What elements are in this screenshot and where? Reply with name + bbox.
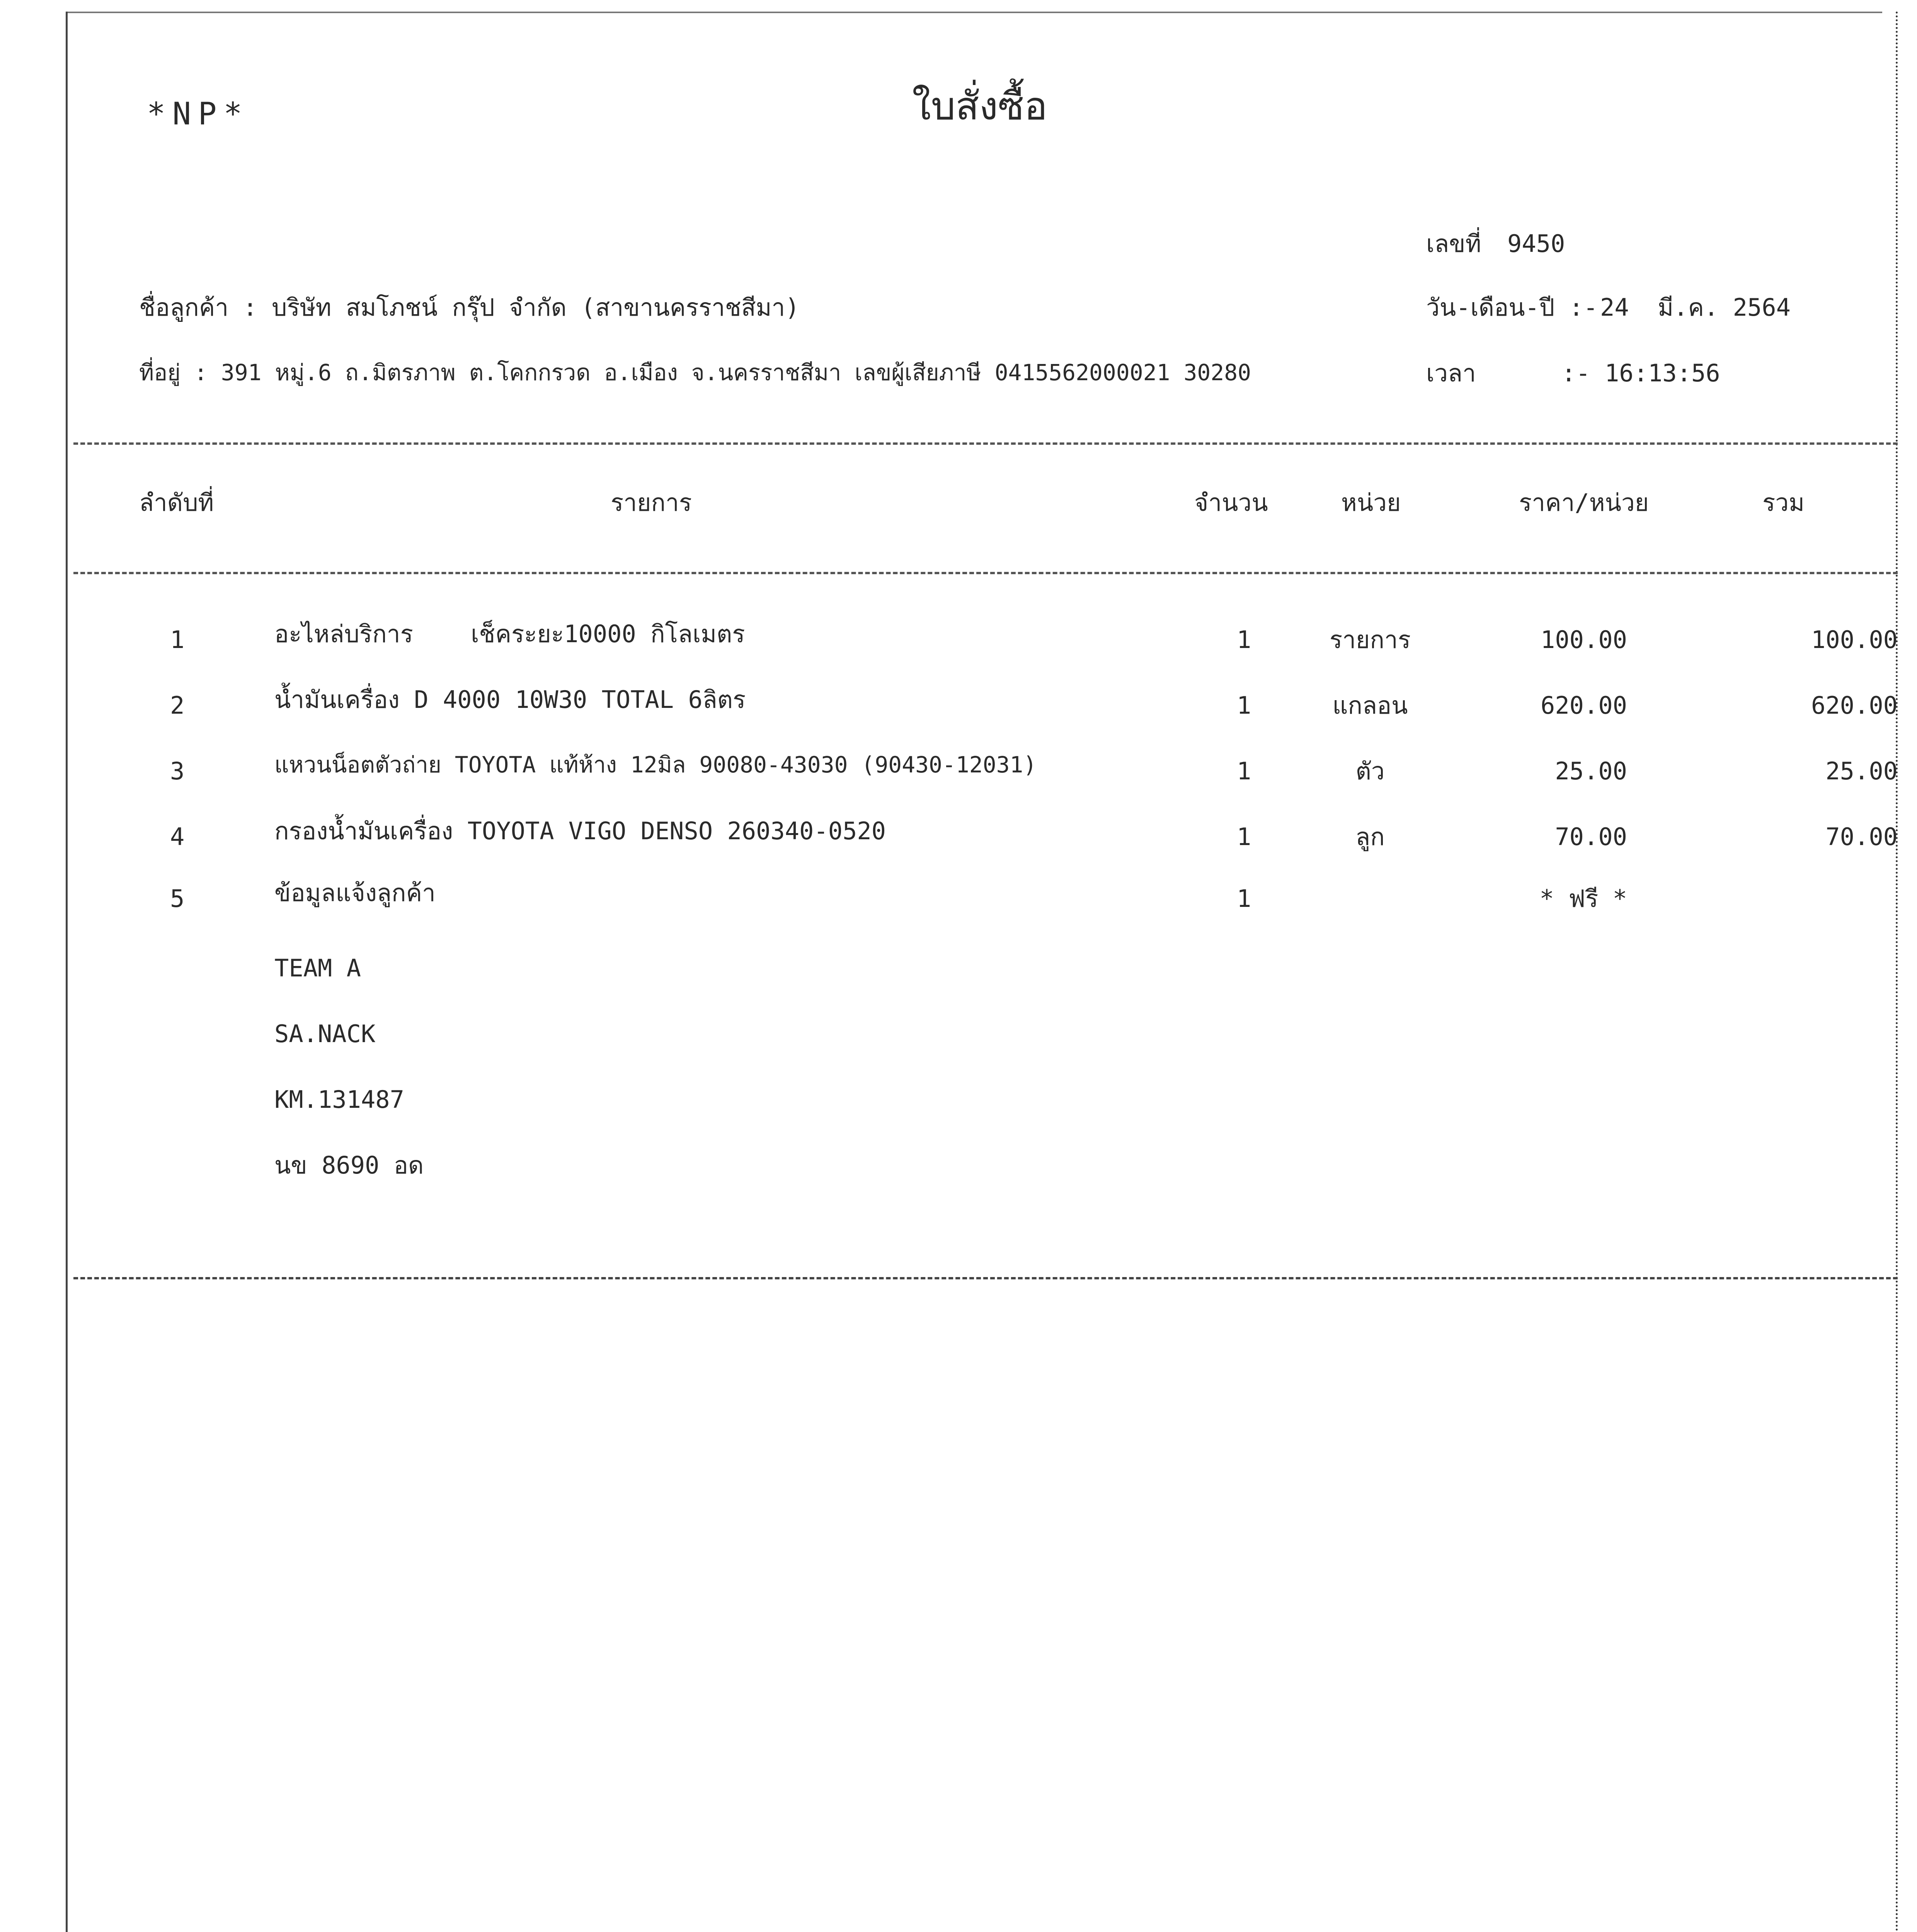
customer-line: ชื่อลูกค้า : บริษัท สมโภชน์ กรุ๊ป จำกัด (สาขานครราชสีมา) <box>139 293 800 321</box>
row-item: น้ำมันเครื่อง D 4000 10W30 TOTAL 6ลิตร <box>274 685 746 714</box>
row-price: 620.00 <box>1541 691 1627 719</box>
doc-no: 9450 <box>1507 230 1565 258</box>
column-header-divider <box>73 572 1898 574</box>
row-no: 4 <box>170 823 185 851</box>
row-item: อะไหล่บริการ เช็คระยะ10000 กิโลเมตร <box>274 620 745 648</box>
row-unit: ลูก <box>1355 823 1385 851</box>
col-header-qty: จำนวน <box>1194 488 1268 517</box>
row-price: 25.00 <box>1555 757 1627 785</box>
col-header-no: ลำดับที่ <box>139 488 214 517</box>
doc-no-label: เลขที่ <box>1426 230 1481 258</box>
col-header-unit: หน่วย <box>1341 488 1401 517</box>
row-unit: แกลอน <box>1332 691 1408 719</box>
date-label: วัน-เดือน-ปี :- <box>1426 293 1598 321</box>
row-no: 2 <box>170 691 185 719</box>
row-qty: 1 <box>1237 626 1251 654</box>
row-total: 620.00 <box>1811 691 1898 719</box>
row-item: แหวนน็อตตัวถ่าย TOYOTA แท้ห้าง 12มิล 90080-43030 (90430-12031) <box>274 752 1037 778</box>
row-price: * ฟรี * <box>1539 884 1627 913</box>
page-title: ใบสั่งซื้อ <box>912 83 1048 129</box>
time-label: เวลา <box>1426 359 1476 387</box>
note-line: นข 8690 อด <box>274 1151 424 1179</box>
row-total: 70.00 <box>1825 823 1898 851</box>
row-qty: 1 <box>1237 691 1251 719</box>
date-value: 24 มี.ค. 2564 <box>1600 293 1791 321</box>
note-line: SA.NACK <box>274 1020 376 1048</box>
row-no: 1 <box>170 626 185 654</box>
address-line: ที่อยู่ : 391 หมู่.6 ถ.มิตรภาพ ต.โคกกรวด อ.เมือง จ.นครราชสีมา เลขผู้เสียภาษี 0415562000021 30280 <box>139 359 1251 386</box>
items-end-divider <box>73 1277 1898 1279</box>
note-line: KM.131487 <box>274 1085 404 1114</box>
row-item: ข้อมูลแจ้งลูกค้า <box>274 879 436 907</box>
time-value: :- 16:13:56 <box>1561 359 1720 387</box>
row-qty: 1 <box>1237 757 1251 785</box>
row-no: 3 <box>170 757 185 785</box>
row-item: กรองน้ำมันเครื่อง TOYOTA VIGO DENSO 260340-0520 <box>274 817 886 845</box>
header-divider <box>73 442 1898 445</box>
row-total: 100.00 <box>1811 626 1898 654</box>
row-qty: 1 <box>1237 823 1251 851</box>
tractor-feed-edge <box>1896 12 1901 1932</box>
col-header-price: ราคา/หน่วย <box>1519 488 1649 517</box>
row-price: 100.00 <box>1541 626 1627 654</box>
row-qty: 1 <box>1237 884 1251 913</box>
col-header-item: รายการ <box>611 488 692 517</box>
row-unit: ตัว <box>1355 757 1385 785</box>
row-no: 5 <box>170 884 185 913</box>
col-header-total: รวม <box>1762 488 1805 517</box>
note-line: TEAM A <box>274 954 361 982</box>
row-total: 25.00 <box>1825 757 1898 785</box>
np-mark: *NP* <box>147 96 249 132</box>
row-unit: รายการ <box>1329 626 1411 654</box>
row-price: 70.00 <box>1555 823 1627 851</box>
